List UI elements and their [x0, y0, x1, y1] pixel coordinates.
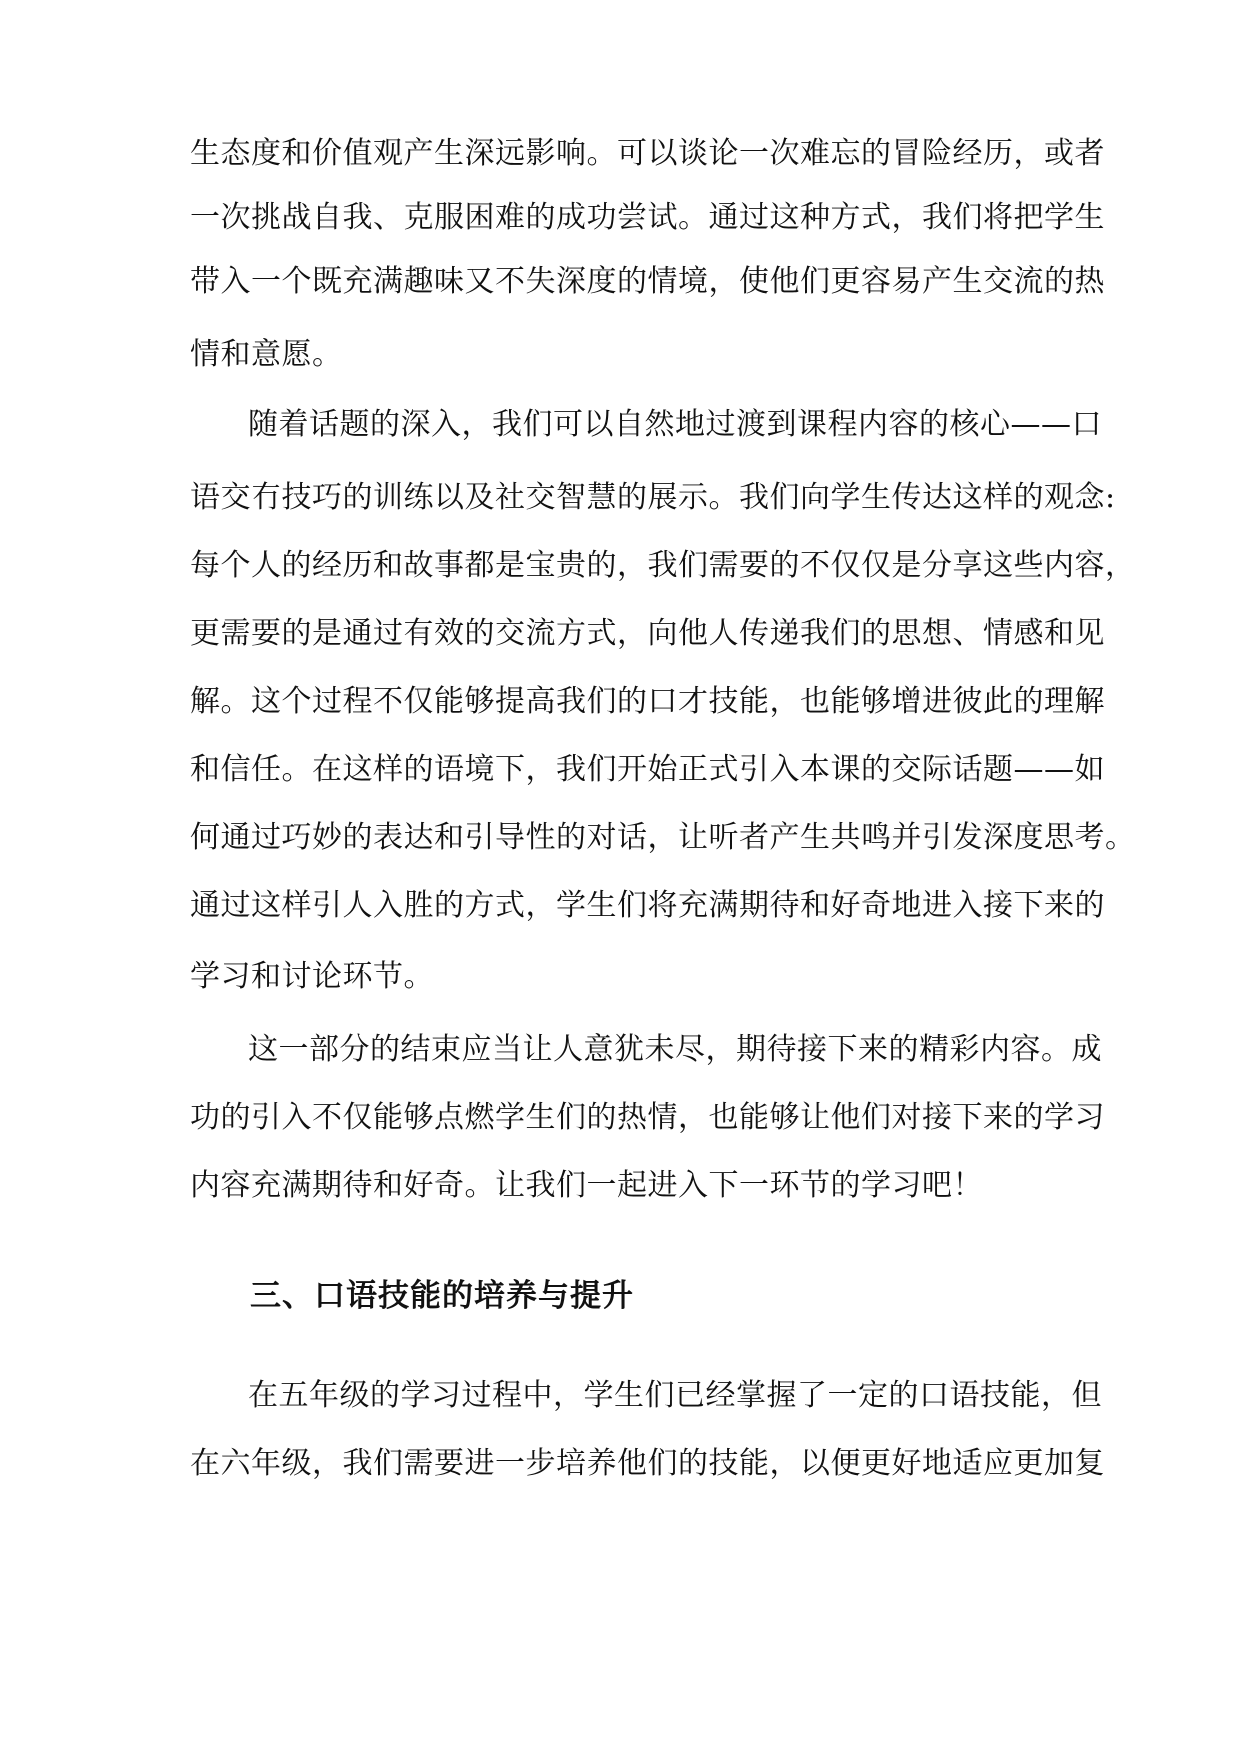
- paragraph-line: 语交冇技巧的训练以及社交智慧的展示。我们向学生传达这样的观念:: [190, 480, 1116, 515]
- paragraph-line: 随着话题的深入，我们可以自然地过渡到课程内容的核心——口: [248, 407, 1102, 442]
- paragraph-line: 内容充满期待和好奇。让我们一起进入下一环节的学习吧！: [190, 1168, 983, 1203]
- paragraph-line: 更需要的是通过有效的交流方式，向他人传递我们的思想、情感和见: [190, 616, 1105, 651]
- paragraph-line: 何通过巧妙的表达和引导性的对话，让听者产生共鸣并引发深度思考。: [190, 820, 1136, 855]
- section-heading: 三、口语技能的培养与提升: [250, 1278, 634, 1314]
- paragraph-line: 带入一个既充满趣味又不失深度的情境，使他们更容易产生交流的热: [190, 264, 1105, 299]
- paragraph-line: 在五年级的学习过程中，学生们已经掌握了一定的口语技能，但: [248, 1378, 1102, 1413]
- paragraph-line: 解。这个过程不仅能够提高我们的口才技能，也能够增进彼此的理解: [190, 684, 1105, 719]
- paragraph-line: 一次挑战自我、克服困难的成功尝试。通过这种方式，我们将把学生: [190, 200, 1105, 235]
- paragraph-line: 生态度和价值观产生深远影响。可以谈论一次难忘的冒险经历，或者: [190, 136, 1105, 171]
- paragraph-line: 在六年级，我们需要进一步培养他们的技能，以便更好地适应更加复: [190, 1446, 1105, 1481]
- paragraph-line: 和信任。在这样的语境下，我们开始正式引入本课的交际话题——如: [190, 752, 1105, 787]
- paragraph-line: 功的引入不仅能够点燃学生们的热情，也能够让他们对接下来的学习: [190, 1100, 1105, 1135]
- paragraph-line: 情和意愿。: [190, 337, 343, 372]
- paragraph-line: 这一部分的结束应当让人意犹未尽，期待接下来的精彩内容。成: [248, 1032, 1102, 1067]
- paragraph-line: 每个人的经历和故事都是宝贵的，我们需要的不仅仅是分享这些内容，: [190, 548, 1136, 583]
- paragraph-line: 通过这样引人入胜的方式，学生们将充满期待和好奇地进入接下来的: [190, 888, 1105, 923]
- paragraph-line: 学习和讨论环节。: [190, 959, 434, 994]
